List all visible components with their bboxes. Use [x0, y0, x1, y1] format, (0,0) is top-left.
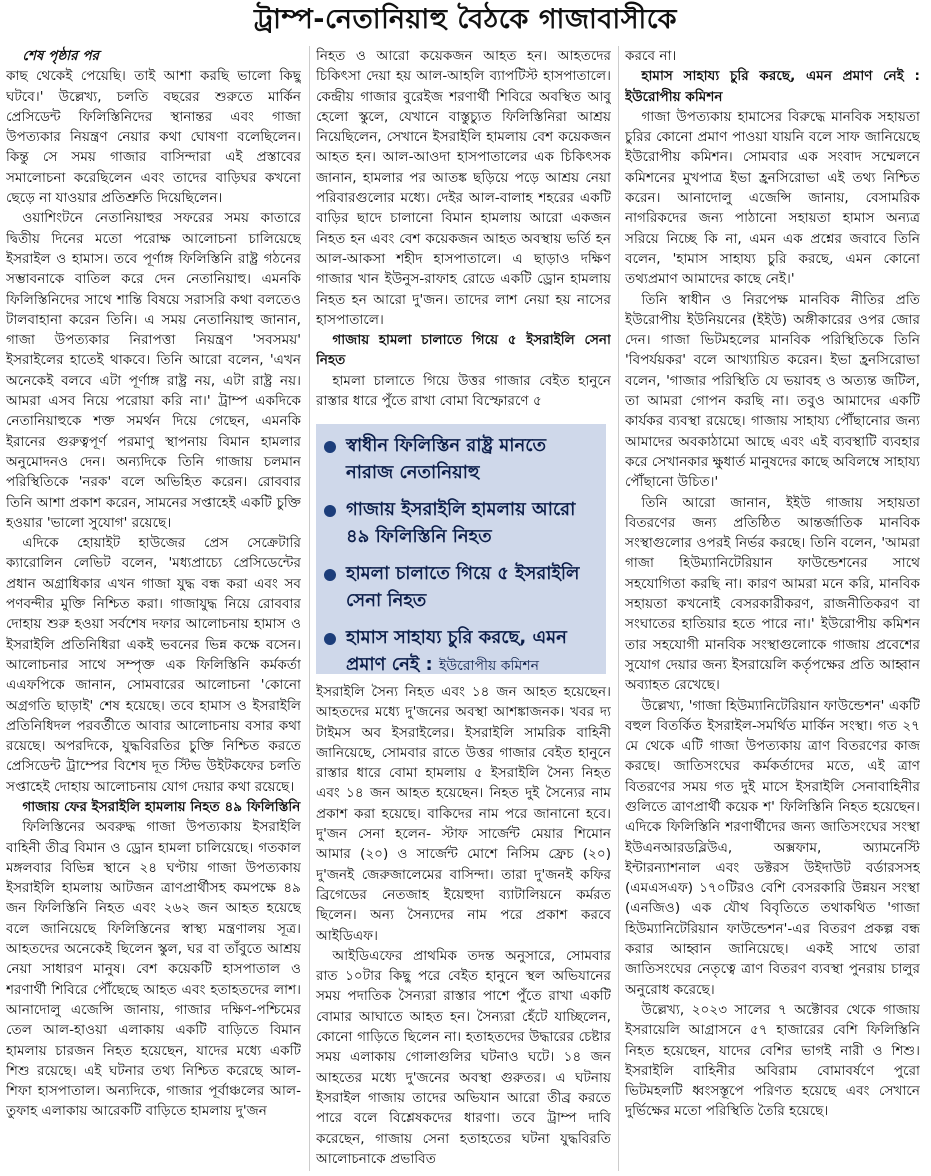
paragraph: ওয়াশিংটনে নেতানিয়াহুর সফরের সময় কাতারে দ্বিতীয় দিনের মতো পরোক্ষ আলোচনা চালিয়েছে ইসরাইল ও হামাস। তবে পূর্ণাঙ্গ ফিলিস্তিনি রাষ্ট্র গঠনের সম্ভাবনাকে বাতিল করে দেন নেতানিয়াহু। এমনকি ফিলিস্তিনিদের সাথে শান্তি বিষয়ে সরাসরি কথা বলতেও টালবাহানা করেন তিনি। এ সময় নেতানিয়াহু জানান, গাজা উপত্যকার নিরাপত্তা নিয়ন্ত্রণ 'সবসময়' ইসরাইলের হাতেই থাকবে। তিনি আরো বলেন, 'এখন অনেকেই বলবে এটা পূর্ণাঙ্গ রাষ্ট্র নয়, এটা রাষ্ট্র নয়। আমরা এসব নিয়ে পরোয়া করি না।' ট্রাম্প একদিকে নেতানিয়াহুকে শক্ত সমর্থন দিয়ে গেছেন, এমনকি ইরানের গুরুত্বপূর্ণ পরমাণু স্থাপনায় বিমান হামলার অনুমোদনও দেন। অন্যদিকে তিনি গাজায় চলমান পরিস্থিতিকে 'নরক' বলে অভিহিত করেন। রোববার তিনি আশা প্রকাশ করেন, সামনের সপ্তাহেই একটি চুক্তি হওয়ার 'ভালো সুযোগ' রয়েছে।	[6, 210, 301, 531]
continued-kicker: শেষ পৃষ্ঠার পর	[22, 48, 100, 64]
paragraph: তিনি আরো জানান, ইইউ গাজায় সহায়তা বিতরণের জন্য প্রতিষ্ঠিত আন্তর্জাতিক মানবিক সংস্থাগুলোর ওপরই নির্ভর করছে। তিনি বলেন, 'আমরা গাজা হিউম্যানিটেরিয়ান ফাউন্ডেশনের সাথে সহযোগিতা করছি না। কারণ আমরা মনে করি, মানবিক সহায়তা কখনোই বেসরকারীকরণ, রাজনীতিকরণ বা সংঘাতের হাতিয়ার হতে পারে না।' ইউরোপীয় কমিশন তার সহযোগী মানবিক সংস্থাগুলোকে গাজায় প্রবেশের সুযোগ দেয়ার জন্য ইসরায়েলি কর্তৃপক্ষের প্রতি আহ্বান অব্যাহত রেখেছে।	[625, 494, 920, 694]
subheading: গাজায় হামলা চালাতে গিয়ে ৫ ইসরাইলি সেনা নিহত	[316, 332, 611, 369]
paragraph: এদিকে হোয়াইট হাউজের প্রেস সেক্রেটারি ক্যারোলিন লেভিট বলেন, 'মধ্যপ্রাচ্যে প্রেসিডেন্টের প্রধান অগ্রাধিকার এখন গাজা যুদ্ধ বন্ধ করা এবং সব পণবন্দীর মুক্তি নিশ্চিত করা। গাজাযুদ্ধ নিয়ে রোববার দোহায় শুরু হওয়া সর্বশেষ দফার আলোচনায় হামাস ও ইসরাইলি প্রতিনিধিরা একই ভবনের ভিন্ন কক্ষে বসেন। আলোচনার সাথে সম্পৃক্ত এক ফিলিস্তিনি কর্মকর্তা এএফপিকে জানান, সোমবারের আলোচনা 'কোনো অগ্রগতি ছাড়াই' শেষ হয়েছে। তবে হামাস ও ইসরাইলি প্রতিনিধিদল পরবর্তীতে আবার আলোচনায় বসার কথা রয়েছে। অপরদিকে, যুদ্ধবিরতির চুক্তি নিশ্চিত করতে প্রেসিডেন্ট ট্রাম্পের বিশেষ দূত স্টিভ উইটকফের চলতি সপ্তাহেই দোহায় আলোচনায় যোগ দেয়ার কথা রয়েছে।	[6, 535, 301, 795]
column-divider	[309, 46, 310, 1171]
paragraph: আইডিএফের প্রাথমিক তদন্ত অনুসারে, সোমবার রাত ১০টার কিছু পরে বেইত হানুনে স্থল অভিযানের সময় পদাতিক সৈন্যরা রাস্তার পাশে পুঁতে রাখা একটি বোমার আঘাতে আহত হন। সৈন্যরা হেঁটে যাচ্ছিলেন, কোনো গাড়িতে ছিলেন না। হতাহতদের উদ্ধারের চেষ্টার সময় এলাকায় গোলাগুলির ঘটনাও ঘটে। ১৪ জন আহতের মধ্যে দু'জনের অবস্থা গুরুতর। এ ঘটনায় ইসরাইল গাজায় তাদের অভিযান আরো তীব্র করতে পারে বলে বিশ্লেষকদের ধারণা। তবে ট্রাম্প দাবি করেছেন, গাজায় সেনা হতাহতের ঘটনা যুদ্ধবিরতি আলোচনাকে প্রভাবিত	[316, 947, 611, 1167]
highlight-item	[324, 496, 598, 550]
highlight-item	[324, 624, 598, 680]
highlight-text: হামলা চালাতে গিয়ে ৫ ইসরাইলি সেনা নিহত	[346, 563, 580, 611]
highlight-text	[346, 624, 598, 680]
highlights-box	[316, 424, 606, 674]
highlight-item	[324, 560, 598, 614]
bullet-icon	[324, 441, 336, 453]
paragraph: করবে না।	[625, 48, 677, 64]
paragraph: ফিলিস্তিনের অবরুদ্ধ গাজা উপত্যকায় ইসরাইলি বাহিনী তীব্র বিমান ও ড্রোন হামলা চালিয়েছে। গতকাল মঙ্গলবার বিভিন্ন স্থানে ২৪ ঘণ্টায় গাজা উপত্যকায় ইসরাইলি হামলায় আটজন ত্রাণপ্রার্থীসহ কমপক্ষে ৪৯ জন ফিলিস্তিনি নিহত এবং ২৬২ জন আহত হয়েছে বলে জানিয়েছে ফিলিস্তিনের স্বাস্থ্য মন্ত্রণালয় সূত্র। আহতদের অনেকেই ছিলেন স্কুল, ঘর বা তাঁবুতে আশ্রয় নেয়া সাধারণ মানুষ। বেশ কয়েকটি হাসপাতাল ও শরণার্থী শিবিরে পৌঁছেছে আহত এবং হতাহতদের লাশ। আনাদোলু এজেন্সি জানায়, গাজার দক্ষিণ-পশ্চিমের তেল আল-হাওয়া এলাকায় একটি বাড়িতে বিমান হামলায় চারজন নিহত হয়েছেন, যাদের মধ্যে একটি শিশু রয়েছে। এই ঘটনার তথ্য নিশ্চিত করেছে আল-শিফা হাসপাতাল। অন্যদিকে, গাজার পূর্বাঞ্চলের আল-তুফাহ এলাকায় আরেকটি বাড়িতে হামলায় দু'জন	[6, 819, 301, 1120]
bullet-icon	[324, 633, 336, 645]
highlight-text: স্বাধীন ফিলিস্তিন রাষ্ট্র মানতে নারাজ নেতানিয়াহু	[346, 435, 546, 483]
paragraph: উল্লেখ্য, ২০২৩ সালের ৭ অক্টোবর থেকে গাজায় ইসরায়েলি আগ্রাসনে ৫৭ হাজারের বেশি ফিলিস্তিনি নিহত হয়েছেন, যাদের বেশির ভাগই নারী ও শিশু। ইসরাইলি বাহিনীর অবিরাম বোমাবর্ষণে পুরো ভিটমহলটি ধ্বংসস্তূপে পরিণত হয়েছে এবং সেখানে দুর্ভিক্ষের মতো পরিস্থিতি তৈরি হয়েছে।	[625, 1001, 920, 1120]
bullet-icon	[324, 505, 336, 517]
paragraph: হামলা চালাতে গিয়ে উত্তর গাজার বেইত হানুনে রাস্তার ধারে পুঁতে রাখা বোমা বিস্ফোরণে ৫	[316, 372, 611, 410]
article-column-1	[6, 46, 301, 1171]
article-column-2-bottom	[316, 682, 611, 1172]
bullet-icon	[324, 569, 336, 581]
article-column-3	[625, 46, 920, 1171]
highlight-item	[324, 432, 598, 486]
headline: ট্রাম্প-নেতানিয়াহু বৈঠকে গাজাবাসীকে	[253, 4, 678, 35]
paragraph: নিহত ও আরো কয়েকজন আহত হন। আহতদের চিকিৎসা দেয়া হয় আল-আহলি ব্যাপটিস্ট হাসপাতালে। কেন্দ্রীয় গাজার বুরেইজ শরণার্থী শিবিরে অবস্থিত আবু হেলো স্কুলে, যেখানে বাস্তুচ্যুত ফিলিস্তিনিরা আশ্রয় নিয়েছিলেন, সেখানে ইসরাইলি হামলায় বেশ কয়েকজন আহত হন। আল-আওদা হাসপাতালের এক চিকিৎসক জানান, হামলার পর আতঙ্ক ছড়িয়ে পড়ে আশ্রয় নেয়া পরিবারগুলোর মধ্যে। দেইর আল-বালাহ শহরের একটি বাড়ির ছাদে চালানো বিমান হামলায় আরো একজন নিহত হন এবং বেশ কয়েকজন আহত অবস্থায় ভর্তি হন আল-আকসা শহীদ হাসপাতালে। এ ছাড়াও দক্ষিণ গাজার খান ইউনুস-রাফাহ রোডে একটি ড্রোন হামলায় নিহত হন আরো দু'জন। তাদের লাশ নেয়া হয় নাসের হাসপাতালে।	[316, 48, 611, 328]
column-divider	[618, 46, 619, 1171]
subheading: গাজায় ফের ইসরাইলি হামলায় নিহত ৪৯ ফিলিস্তিনি	[22, 798, 301, 815]
highlight-bold: হামাস সাহায্য চুরি করছে, এমন প্রমাণ নেই :	[346, 627, 567, 675]
paragraph: কাছ থেকেই পেয়েছি। তাই আশা করছি ভালো কিছু ঘটবে।' উল্লেখ্য, চলতি বছরের শুরুতে মার্কিন প্রেসিডেন্ট ফিলিস্তিনিদের স্থানান্তর এবং গাজা উপত্যকার নিয়ন্ত্রণ নেয়ার কথা ঘোষণা বলেছিলেন। কিন্তু সে সময় গাজার বাসিন্দারা এই প্রস্তাবের সমালোচনা করেছিলেন এবং তাদের বাড়িঘর কখনো ছেড়ে না যাওয়ার প্রতিশ্রুতি দিয়েছিলেন।	[6, 68, 301, 207]
subheading: হামাস সাহায্য চুরি করছে, এমন প্রমাণ নেই : ইউরোপীয় কমিশন	[625, 68, 920, 105]
paragraph: গাজা উপত্যকায় হামাসের বিরুদ্ধে মানবিক সহায়তা চুরির কোনো প্রমাণ পাওয়া যায়নি বলে সাফ জানিয়েছে ইউরোপীয় কমিশন। সোমবার এক সংবাদ সম্মেলনে কমিশনের মুখপাত্র ইভা হ্রনসিরোভা এই তথ্য নিশ্চিত করেন। আনাদোলু এজেন্সি জানায়, বেসামরিক নাগরিকদের জন্য পাঠানো সহায়তা হামাস অন্যত্র সরিয়ে নিচ্ছে কি না, এমন এক প্রশ্নের জবাবে তিনি বলেন, 'হামাস সাহায্য চুরি করছে, এমন কোনো তথ্যপ্রমাণ আমাদের কাছে নেই।'	[625, 108, 920, 288]
highlight-text: গাজায় ইসরাইলি হামলায় আরো ৪৯ ফিলিস্তিনি নিহত	[346, 499, 576, 547]
paragraph: ইসরাইলি সৈন্য নিহত এবং ১৪ জন আহত হয়েছেন। আহতদের মধ্যে দু'জনের অবস্থা আশঙ্কাজনক। খবর দ্য টাইমস অব ইসরাইলের। ইসরাইলি সামরিক বাহিনী জানিয়েছে, সোমবার রাতে উত্তর গাজার বেইত হানুনে রাস্তার ধারে বোমা হামলায় ৫ ইসরাইলি সৈন্য নিহত এবং ১৪ জন আহত হয়েছেন। নিহত দুই সৈন্যের নাম প্রকাশ করা হয়েছে। বাকিদের নাম পরে জানানো হবে। দু'জন সেনা হলেন- স্টাফ সার্জেন্ট মেয়ার শিমোন আমার (২০) ও সার্জেন্ট মোশে নিসিম ফ্রেচ (২০) দু'জনই জেরুজালেমের বাসিন্দা। তারা দু'জনই কফির ব্রিগেডের নেতজাহ ইয়েহুদা ব্যাটালিয়নে কর্মরত ছিলেন। অন্য সৈন্যদের নাম পরে প্রকাশ করবে আইডিএফ।	[316, 684, 611, 944]
article-column-2-top	[316, 46, 611, 424]
highlight-source: ইউরোপীয় কমিশন	[438, 658, 539, 674]
paragraph: উল্লেখ্য, 'গাজা হিউম্যানিটেরিয়ান ফাউন্ডেশন' একটি বহুল বিতর্কিত ইসরাইল-সমর্থিত মার্কিন সংস্থা। গত ২৭ মে থেকে এটি গাজা উপত্যকায় ত্রাণ বিতরণের কাজ করছে। জাতিসংঘের কর্মকর্তাদের মতে, এই ত্রাণ বিতরণের সময় গত দুই মাসে ইসরাইলি সেনাবাহিনীর গুলিতে ত্রাণপ্রার্থী কয়েক শ' ফিলিস্তিনি নিহত হয়েছেন। এদিকে ফিলিস্তিনি শরণার্থীদের জন্য জাতিসংঘের সংস্থা ইউএনআরডব্লিউএ, অক্সফাম, অ্যামনেস্টি ইন্টারন্যাশনাল এবং ডক্টরস উইদাউট বর্ডারসসহ (এমএসএফ) ১৭০টিরও বেশি বেসরকারি উন্নয়ন সংস্থা (এনজিও) এক যৌথ বিবৃতিতে তথাকথিত 'গাজা হিউম্যানিটেরিয়ান ফাউন্ডেশন'-এর বিতরণ প্রকল্প বন্ধ করার আহ্বান জানিয়েছে। একই সাথে তারা জাতিসংঘের নেতৃত্বে ত্রাণ বিতরণ ব্যবস্থা পুনরায় চালুর অনুরোধ করেছে।	[625, 697, 920, 998]
paragraph: তিনি স্বাধীন ও নিরপেক্ষ মানবিক নীতির প্রতি ইউরোপীয় ইউনিয়নের (ইইউ) অঙ্গীকারের ওপর জোর দেন। গাজা ভিটমহলের মানবিক পরিস্থিতিকে তিনি 'বিপর্যয়কর' বলে আখ্যায়িত করেন। ইভা হ্রনসিরোভা বলেন, 'গাজার পরিস্থিতি যে ভয়াবহ ও অত্যন্ত জটিল, তা আমরা গোপন করছি না। তবুও আমাদের একটি কার্যকর ব্যবস্থা রয়েছে। গাজায় সাহায্য পৌঁছানোর জন্য আমাদের অবকাঠামো আছে এবং এই ব্যবস্থাটি ব্যবহার করে সেখানকার ক্ষুধার্ত মানুষদের কাছে অবিলম্বে সাহায্য পৌঁছানো উচিত।'	[625, 291, 920, 491]
